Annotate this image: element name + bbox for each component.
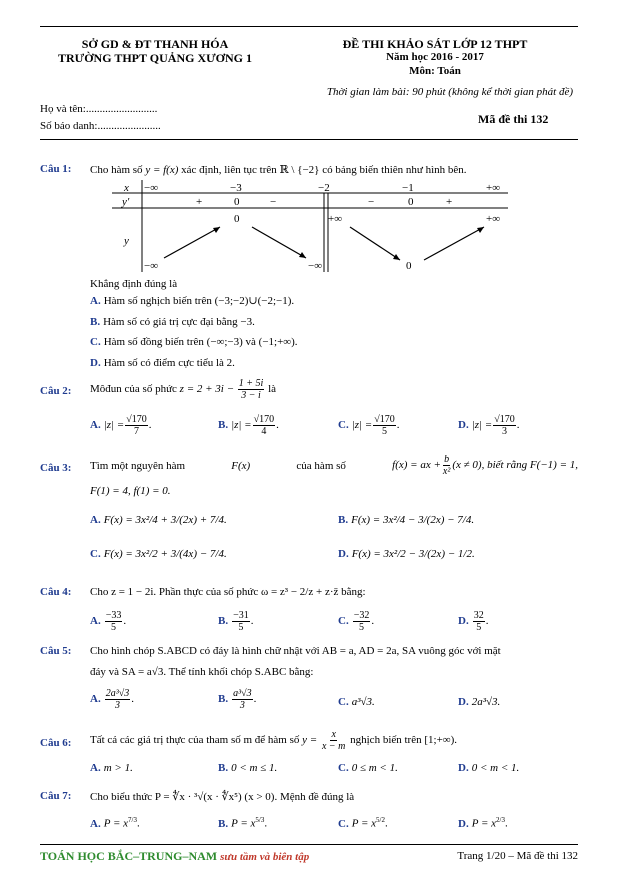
tbl-yprime-plus2: + <box>446 196 453 208</box>
name-field: Họ và tên:.......................... <box>40 103 158 115</box>
q5-stem-line1: Cho hình chóp S.ABCD có đáy là hình chữ nhật với AB = a, AD = 2a, SA vuông góc với mặt <box>90 645 501 657</box>
q4-option-b[interactable]: B. $\frac{-31}{5}$ . <box>218 610 254 633</box>
q1-stem: Cho hàm số y = f(x) xác định, liên tục trên ℝ \ {−2} có bảng biến thiên như hình bên. <box>90 164 467 176</box>
time-note: Thời gian làm bài: 90 phút (không kể thời gian phát đề) <box>326 86 573 98</box>
footer-brand-tagline: sưu tầm và biên tập <box>220 851 310 863</box>
tbl-yprime-zero1: 0 <box>234 196 240 208</box>
q1-option-a[interactable]: A. Hàm số nghịch biến trên (−3;−2)∪(−2;−1). <box>90 295 295 307</box>
tbl-y-label: y <box>124 235 129 247</box>
q5-option-c[interactable]: C. a³√3. <box>338 696 375 708</box>
q2-option-a[interactable]: A. |z| = $\frac{√170}{7}$ . <box>90 414 152 437</box>
tbl-y-minus-inf-mid: −∞ <box>308 260 323 272</box>
q7-option-c[interactable]: C. $P = x^{5/2}$. <box>338 816 388 830</box>
subject: Môn: Toán <box>409 65 461 77</box>
q1-option-c[interactable]: C. Hàm số đồng biến trên (−∞;−3) và (−1;+∞). <box>90 336 298 348</box>
tbl-y-min: 0 <box>406 260 412 272</box>
school-year: Năm học 2016 - 2017 <box>386 51 484 63</box>
q4-stem: Cho z = 1 − 2i. Phần thực của số phức ω = z³ − 2/z + z·z̄ bằng: <box>90 586 366 598</box>
exam-code: Mã đề thi 132 <box>478 112 549 126</box>
q5-stem-line2: đáy và SA = a√3. Thể tính khối chóp S.ABC bằng: <box>90 666 314 678</box>
q4-label: Câu 4: <box>40 586 72 598</box>
q1-prompt: Khẳng định đúng là <box>90 278 178 290</box>
tbl-x-m3: −3 <box>230 182 242 194</box>
tbl-yprime-minus2: − <box>368 196 375 208</box>
q5-option-b[interactable]: B. $\frac{\text{a³√3}}{3}$ . <box>218 688 257 711</box>
school-name: TRƯỜNG THPT QUẢNG XƯƠNG 1 <box>57 51 252 65</box>
tbl-y-max: 0 <box>234 213 240 225</box>
tbl-x-neg-inf: −∞ <box>144 182 159 194</box>
q7-option-a[interactable]: A. $P = x^{7/3}$. <box>90 816 140 830</box>
q3-option-c[interactable]: C. F(x) = 3x²/2 + 3/(4x) − 7/4. <box>90 548 227 560</box>
variation-table <box>112 180 508 275</box>
q5-option-d[interactable]: D. 2a³√3. <box>458 696 501 708</box>
tbl-yprime-plus1: + <box>196 196 203 208</box>
q6-option-a[interactable]: A. m > 1. <box>90 762 133 774</box>
q1-label: Câu 1: <box>40 163 72 175</box>
tbl-x-pos-inf: +∞ <box>486 182 501 194</box>
tbl-x-m2: −2 <box>318 182 330 194</box>
q2-stem: Môđun của số phức z = 2 + 3i − $\frac{1 + 5i}{3 - i}$ là <box>90 378 277 401</box>
footer-rule <box>40 844 578 845</box>
q6-stem: Tất cả các giá trị thực của tham số m để hàm số y = $\frac{x}{x - m}$ nghịch biến trên [1;+∞). <box>90 729 458 752</box>
q6-option-b[interactable]: B. 0 < m ≤ 1. <box>218 762 278 774</box>
tbl-y-plus-inf-right: +∞ <box>486 213 501 225</box>
q3-stem-line1: Tìm một nguyên hàm F(x) của hàm số f(x) = ax + $\frac{b}{\text{x²}}$ (x ≠ 0), biết rằng F(−1) = 1, <box>90 454 578 477</box>
q3-option-b[interactable]: B. F(x) = 3x²/4 − 3/(2x) − 7/4. <box>338 514 475 526</box>
q7-label: Câu 7: <box>40 790 72 802</box>
q6-label: Câu 6: <box>40 737 72 749</box>
q1-option-b[interactable]: B. Hàm số có giá trị cực đại bằng −3. <box>90 316 255 328</box>
tbl-x-m1: −1 <box>402 182 414 194</box>
q2-option-b[interactable]: B. |z| = $\frac{√170}{4}$ . <box>218 414 279 437</box>
q3-label: Câu 3: <box>40 462 72 474</box>
q3-stem-line2: F(1) = 4, f(1) = 0. <box>90 485 171 497</box>
q1-option-d[interactable]: D. Hàm số có điểm cực tiểu là 2. <box>90 357 235 369</box>
q4-option-a[interactable]: A. $\frac{-33}{5}$ . <box>90 610 127 633</box>
exam-title: ĐỀ THI KHẢO SÁT LỚP 12 THPT <box>342 37 528 51</box>
tbl-x-label: x <box>124 182 129 194</box>
q7-stem: Cho biểu thức P = ∜x · ³√(x · ∜x⁵) (x > 0). Mệnh đề đúng là <box>90 791 355 803</box>
q5-label: Câu 5: <box>40 645 72 657</box>
page-info: Trang 1/20 – Mã đề thi 132 <box>457 850 578 862</box>
q2-option-c[interactable]: C. |z| = $\frac{√170}{5}$ . <box>338 414 400 437</box>
q6-option-d[interactable]: D. 0 < m < 1. <box>458 762 520 774</box>
top-rule <box>40 26 578 27</box>
q6-option-c[interactable]: C. 0 ≤ m < 1. <box>338 762 398 774</box>
q7-option-d[interactable]: D. $P = x^{2/3}$. <box>458 816 508 830</box>
tbl-yprime-label: y′ <box>122 196 130 208</box>
tbl-y-plus-inf-left: +∞ <box>328 213 343 225</box>
footer-brand-name: TOÁN HỌC BẮC–TRUNG–NAM <box>40 849 218 863</box>
footer-brand <box>40 849 309 864</box>
q4-option-c[interactable]: C. $\frac{-32}{5}$ . <box>338 610 375 633</box>
q3-option-d[interactable]: D. F(x) = 3x²/2 − 3/(2x) − 1/2. <box>338 548 475 560</box>
q7-option-b[interactable]: B. $P = x^{5/3}$. <box>218 816 268 830</box>
tbl-y-minus-inf-left: −∞ <box>144 260 159 272</box>
q2-label: Câu 2: <box>40 385 72 397</box>
q4-option-d[interactable]: D. $\frac{32}{5}$ . <box>458 610 489 633</box>
q3-option-a[interactable]: A. F(x) = 3x²/4 + 3/(2x) + 7/4. <box>90 514 227 526</box>
dept-name: SỞ GD & ĐT THANH HÓA <box>81 37 229 51</box>
q5-option-a[interactable]: A. $\frac{\text{2a³√3}}{3}$ . <box>90 688 134 711</box>
header-rule <box>40 139 578 140</box>
tbl-yprime-minus1: − <box>270 196 277 208</box>
q2-option-d[interactable]: D. |z| = $\frac{√170}{3}$ . <box>458 414 520 437</box>
tbl-yprime-zero2: 0 <box>408 196 414 208</box>
id-field: Số báo danh:....................... <box>40 120 161 132</box>
